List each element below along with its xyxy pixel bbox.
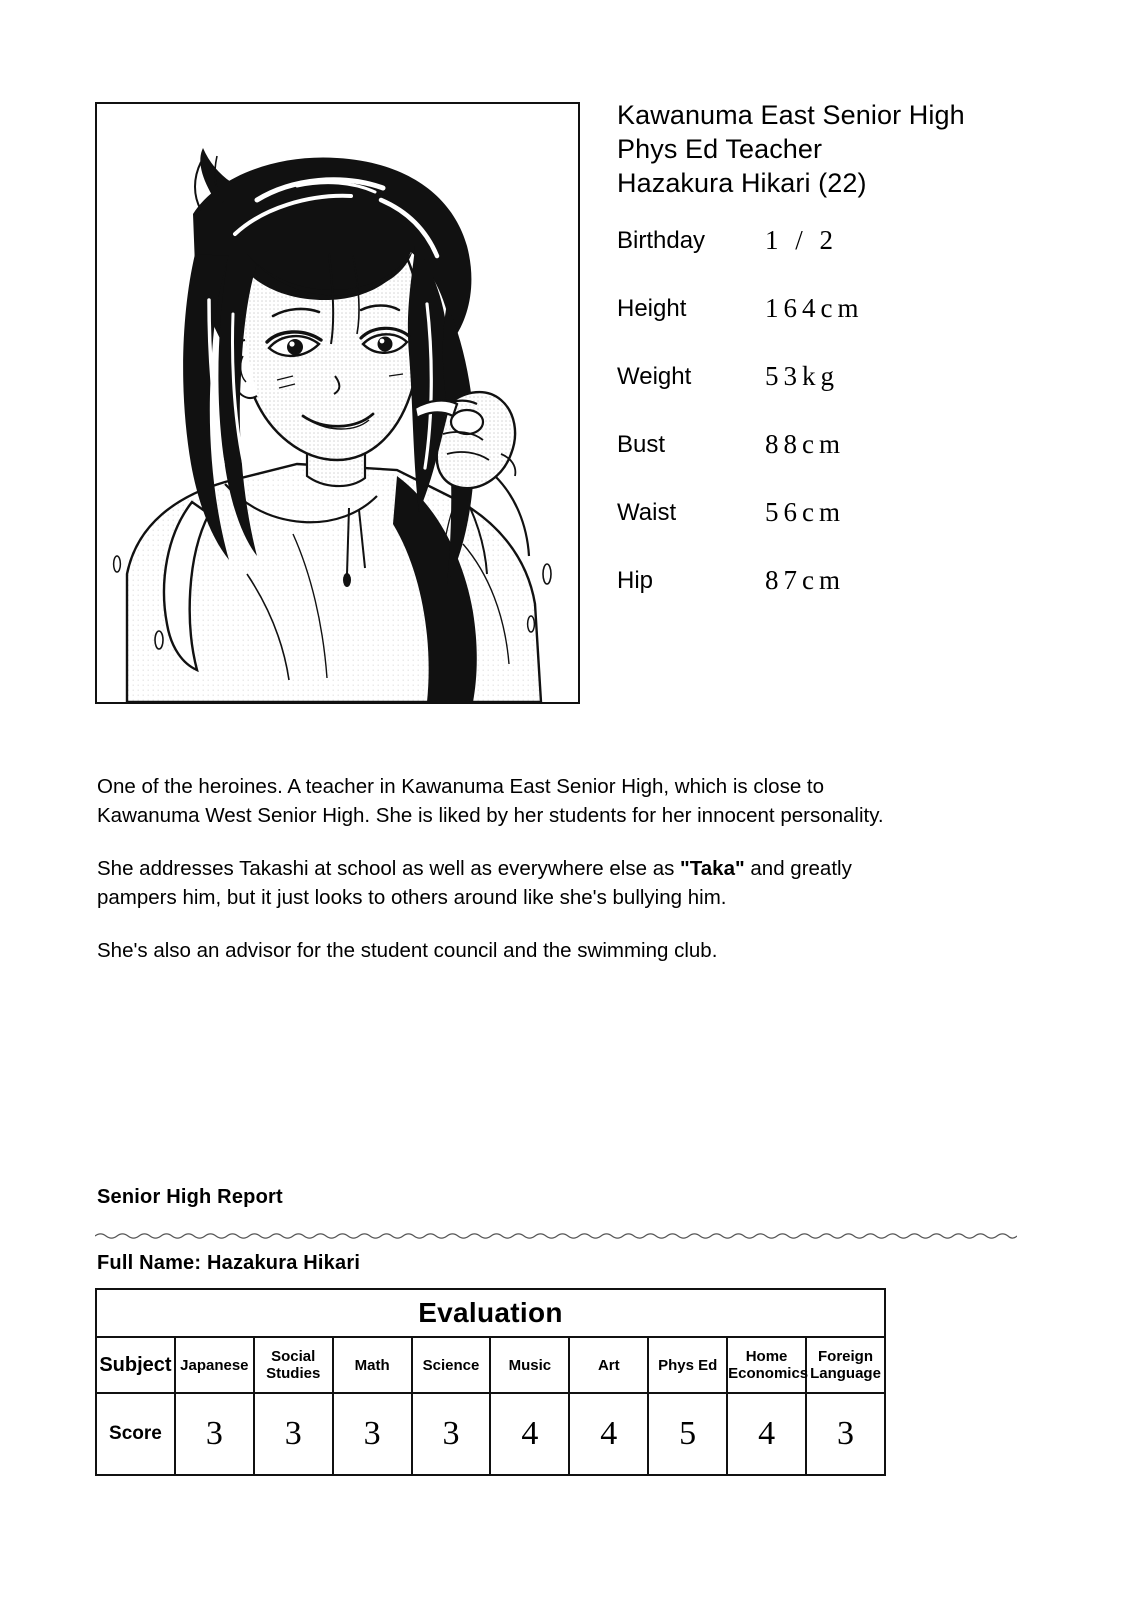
stat-row-hip [617,566,1067,634]
profile-header [617,98,1067,200]
stat-row-birthday [617,226,1067,294]
stat-value-birthday: 1 / 2 [765,225,839,255]
stat-value-waist: 56cm [765,497,845,527]
evaluation-table [95,1288,886,1476]
character-description [97,772,887,965]
profile-stats-list [617,226,1067,634]
stat-label-height: Height [617,295,687,322]
score-cell-math: 3 [333,1393,412,1475]
manga-portrait-illustration [97,104,578,702]
stat-row-bust [617,430,1067,498]
stat-label-birthday: Birthday [617,227,706,254]
score-cell-home-economics: 4 [727,1393,806,1475]
description-paragraph-2 [97,854,887,912]
profile-name-age: Hazakura Hikari (22) [617,168,867,198]
stat-value-hip: 87cm [765,565,845,595]
score-cell-music: 4 [490,1393,569,1475]
score-cell-foreign-language: 3 [806,1393,885,1475]
header-cell-social-studies: Social Studies [254,1337,333,1393]
header-cell-score: Score [96,1393,175,1475]
report-full-name: Full Name: Hazakura Hikari [97,1252,361,1274]
description-paragraph-3: She's also an advisor for the student council and the swimming club. [97,939,718,962]
report-title: Senior High Report [97,1186,283,1208]
character-portrait-panel [95,102,580,704]
header-cell-art: Art [569,1337,648,1393]
header-cell-phys-ed: Phys Ed [648,1337,727,1393]
score-cell-social-studies: 3 [254,1393,333,1475]
header-cell-foreign-language: Foreign Language [806,1337,885,1393]
table-row-title [96,1289,885,1337]
header-cell-home-economics: Home Economics [727,1337,806,1393]
description-p2-after: and greatly pampers him, but it just looks to others around like she's bullying him. [97,857,852,909]
description-paragraph-1: One of the heroines. A teacher in Kawanuma East Senior High, which is close to Kawanuma West Senior High. She is liked by her students for her innocent personality. [97,775,884,827]
stat-value-height: 164cm [765,293,864,323]
stat-label-weight: Weight [617,363,692,390]
header-cell-music: Music [490,1337,569,1393]
stat-row-height [617,294,1067,362]
stat-label-hip: Hip [617,567,654,594]
stat-value-weight: 53kg [765,361,839,391]
description-p2-before: She addresses Takashi at school as well as everywhere else as [97,857,681,880]
score-cell-phys-ed: 5 [648,1393,727,1475]
header-cell-japanese: Japanese [175,1337,254,1393]
stat-value-bust: 88cm [765,429,845,459]
table-row-subjects [96,1337,885,1393]
wavy-divider [95,1228,1017,1242]
table-row-scores [96,1393,885,1475]
evaluation-title-cell: Evaluation [96,1289,885,1337]
header-cell-subject: Subject [96,1337,175,1393]
nickname-taka: "Taka" [680,857,745,880]
stat-row-waist [617,498,1067,566]
profile-role: Phys Ed Teacher [617,134,823,164]
score-cell-japanese: 3 [175,1393,254,1475]
score-cell-art: 4 [569,1393,648,1475]
profile-school: Kawanuma East Senior High [617,100,965,130]
stat-label-bust: Bust [617,431,666,458]
header-cell-math: Math [333,1337,412,1393]
stat-row-weight [617,362,1067,430]
score-cell-science: 3 [412,1393,491,1475]
header-cell-science: Science [412,1337,491,1393]
stat-label-waist: Waist [617,499,677,526]
